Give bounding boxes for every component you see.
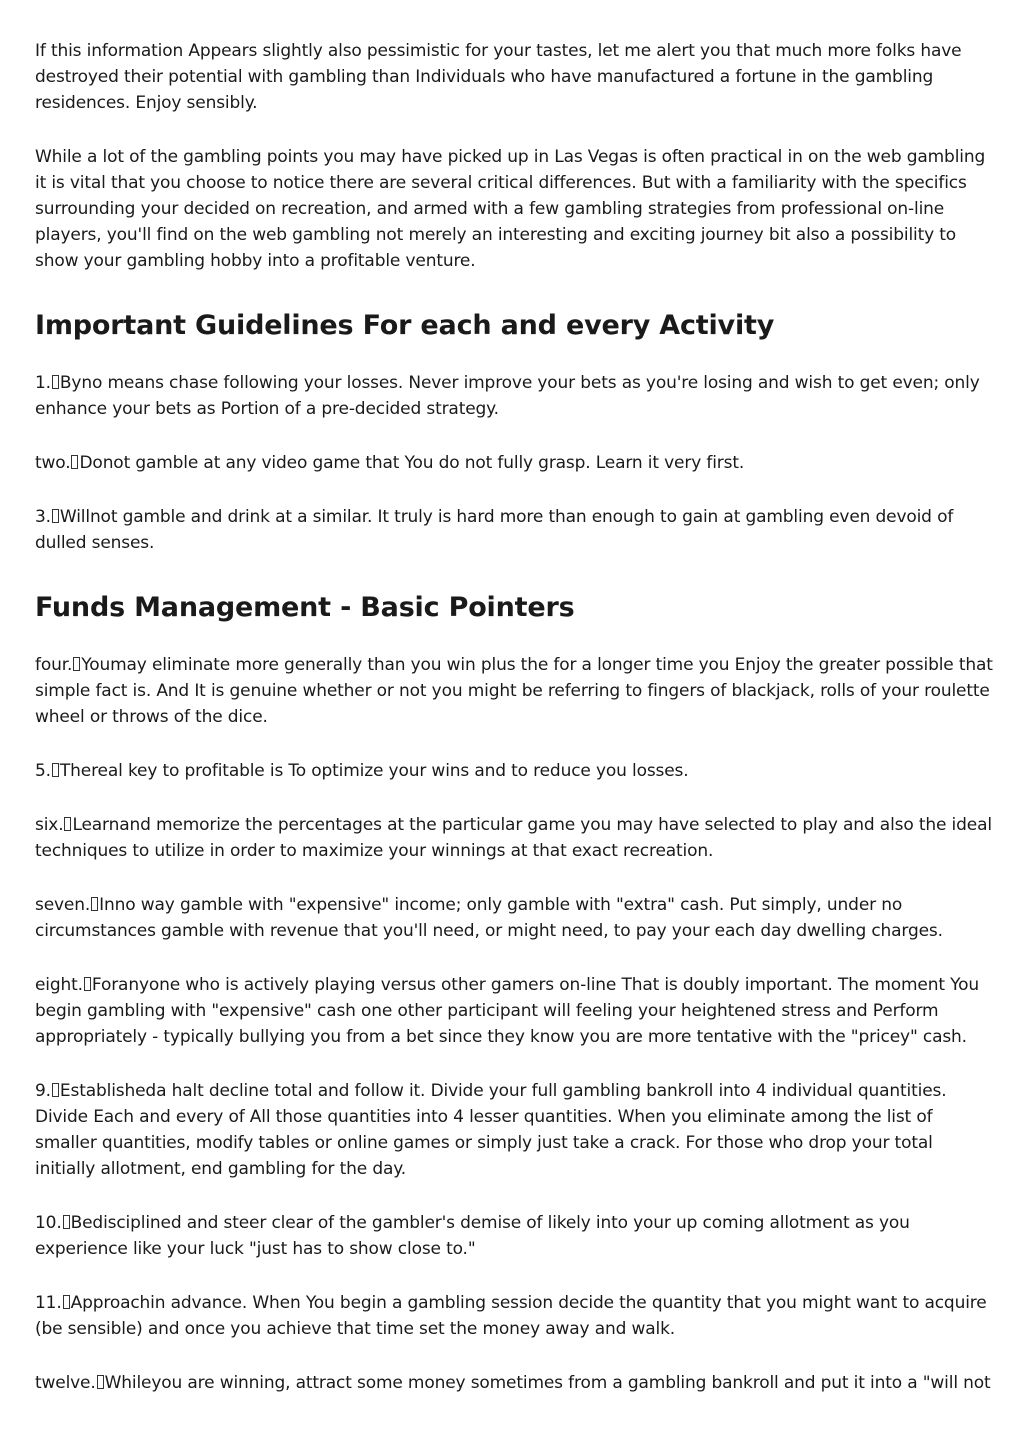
missing-glyph-icon <box>52 509 59 523</box>
intro-paragraph-1: If this information Appears slightly also pessimistic for your tastes, let me alert you that much more folks have destroyed their potential with gambling than Individuals who have manufactured a fortune in the gambling residences. Enjoy sensibly. <box>35 41 962 113</box>
item-number: eight. <box>35 975 83 995</box>
list-item <box>35 812 995 864</box>
item-lead-word: Learn <box>72 815 120 835</box>
item-lead-word: In <box>99 895 115 915</box>
item-lead-word: While <box>104 1373 152 1393</box>
item-text: you are winning, attract some money sometimes from a gambling bankroll and put it into a "will not <box>151 1373 991 1393</box>
item-number: 5. <box>35 761 51 781</box>
item-text: a halt decline total and follow it. Divide your full gambling bankroll into 4 individual quantities. Divide Each and every of All those quantities into 4 lesser quantities. When you eliminate among the list of smaller quantities, modify tables or online games or simply just take a crack. For those who drop your total initially allotment, end gambling for the day. <box>35 1081 947 1179</box>
item-text: not gamble and drink at a similar. It truly is hard more than enough to gain at gambling even devoid of dulled senses. <box>35 507 954 553</box>
list-item <box>35 1370 995 1396</box>
item-text: real key to profitable is To optimize your wins and to reduce you losses. <box>91 761 689 781</box>
item-number: two. <box>35 453 71 473</box>
item-number: six. <box>35 815 64 835</box>
item-lead-word: Do <box>79 453 103 473</box>
item-number: 10. <box>35 1213 62 1233</box>
list-item <box>35 1078 995 1182</box>
item-number: 11. <box>35 1293 62 1313</box>
item-number: seven. <box>35 895 91 915</box>
missing-glyph-icon <box>73 657 80 671</box>
item-lead-word: The <box>59 761 92 781</box>
missing-glyph-icon <box>91 897 98 911</box>
item-text: no means chase following your losses. Never improve your bets as you're losing and wish to get even; only enhance your bets as Portion of a pre-decided strategy. <box>35 373 980 419</box>
item-number: 9. <box>35 1081 51 1101</box>
item-lead-word: Established <box>59 1081 157 1101</box>
missing-glyph-icon <box>63 1295 70 1309</box>
missing-glyph-icon <box>52 763 59 777</box>
missing-glyph-icon <box>52 1083 59 1097</box>
item-number: twelve. <box>35 1373 96 1393</box>
list-item <box>35 504 995 556</box>
list-item <box>35 450 995 476</box>
list-item <box>35 892 995 944</box>
missing-glyph-icon <box>64 817 71 831</box>
list-item <box>35 1210 995 1262</box>
missing-glyph-icon <box>52 375 59 389</box>
item-text: not gamble at any video game that You do not fully grasp. Learn it very first. <box>102 453 745 473</box>
section-heading-funds: Funds Management - Basic Pointers <box>35 592 575 623</box>
item-number: 3. <box>35 507 51 527</box>
list-item <box>35 1290 995 1342</box>
item-text: in advance. When You begin a gambling session decide the quantity that you might want to acquire (be sensible) and once you achieve that time set the money away and walk. <box>35 1293 987 1339</box>
item-lead-word: Will <box>59 507 90 527</box>
list-item <box>35 370 995 422</box>
intro-paragraph-2: While a lot of the gambling points you may have picked up in Las Vegas is often practical in on the web gambling it is vital that you choose to notice there are several critical differences. But with a familiarity with the specifics surrounding your decided on recreation, and armed with a few gambling strategies from professional on-line players, you'll find on the web gambling not merely an interesting and exciting journey bit also a possibility to show your gambling hobby into a profitable venture. <box>35 147 986 271</box>
list-item <box>35 758 995 784</box>
item-lead-word: Approach <box>70 1293 151 1313</box>
item-text: disciplined and steer clear of the gambler's demise of likely into your up coming allotment as you experience like your luck "just has to show close to." <box>35 1213 910 1259</box>
section-heading-guidelines: Important Guidelines For each and every Activity <box>35 310 775 341</box>
item-lead-word: For <box>91 975 119 995</box>
item-lead-word: You <box>81 655 111 675</box>
list-item <box>35 652 995 730</box>
item-text: anyone who is actively playing versus other gamers on-line That is doubly important. The moment You begin gambling with "expensive" cash one other participant will feeling your heightened stress and Perform appropriately - typically bullying you from a bet since they know you are more tentative with the "pricey" cash. <box>35 975 979 1047</box>
list-item <box>35 972 995 1050</box>
item-lead-word: Be <box>70 1213 93 1233</box>
missing-glyph-icon <box>97 1375 104 1389</box>
item-number: four. <box>35 655 73 675</box>
article <box>35 38 995 1424</box>
item-number: 1. <box>35 373 51 393</box>
missing-glyph-icon <box>63 1215 70 1229</box>
item-lead-word: By <box>59 373 82 393</box>
item-text: no way gamble with "expensive" income; only gamble with "extra" cash. Put simply, under no circumstances gamble with revenue that you'll need, or might need, to pay your each day dwelling charges. <box>35 895 943 941</box>
missing-glyph-icon <box>71 455 78 469</box>
item-text: and memorize the percentages at the particular game you may have selected to play and also the ideal techniques to utilize in order to maximize your winnings at that exact recreation. <box>35 815 992 861</box>
item-text: may eliminate more generally than you win plus the for a longer time you Enjoy the greater possible that simple fact is. And It is genuine whether or not you might be referring to fingers of blackjack, rolls of your roulette wheel or throws of the dice. <box>35 655 993 727</box>
missing-glyph-icon <box>84 977 91 991</box>
